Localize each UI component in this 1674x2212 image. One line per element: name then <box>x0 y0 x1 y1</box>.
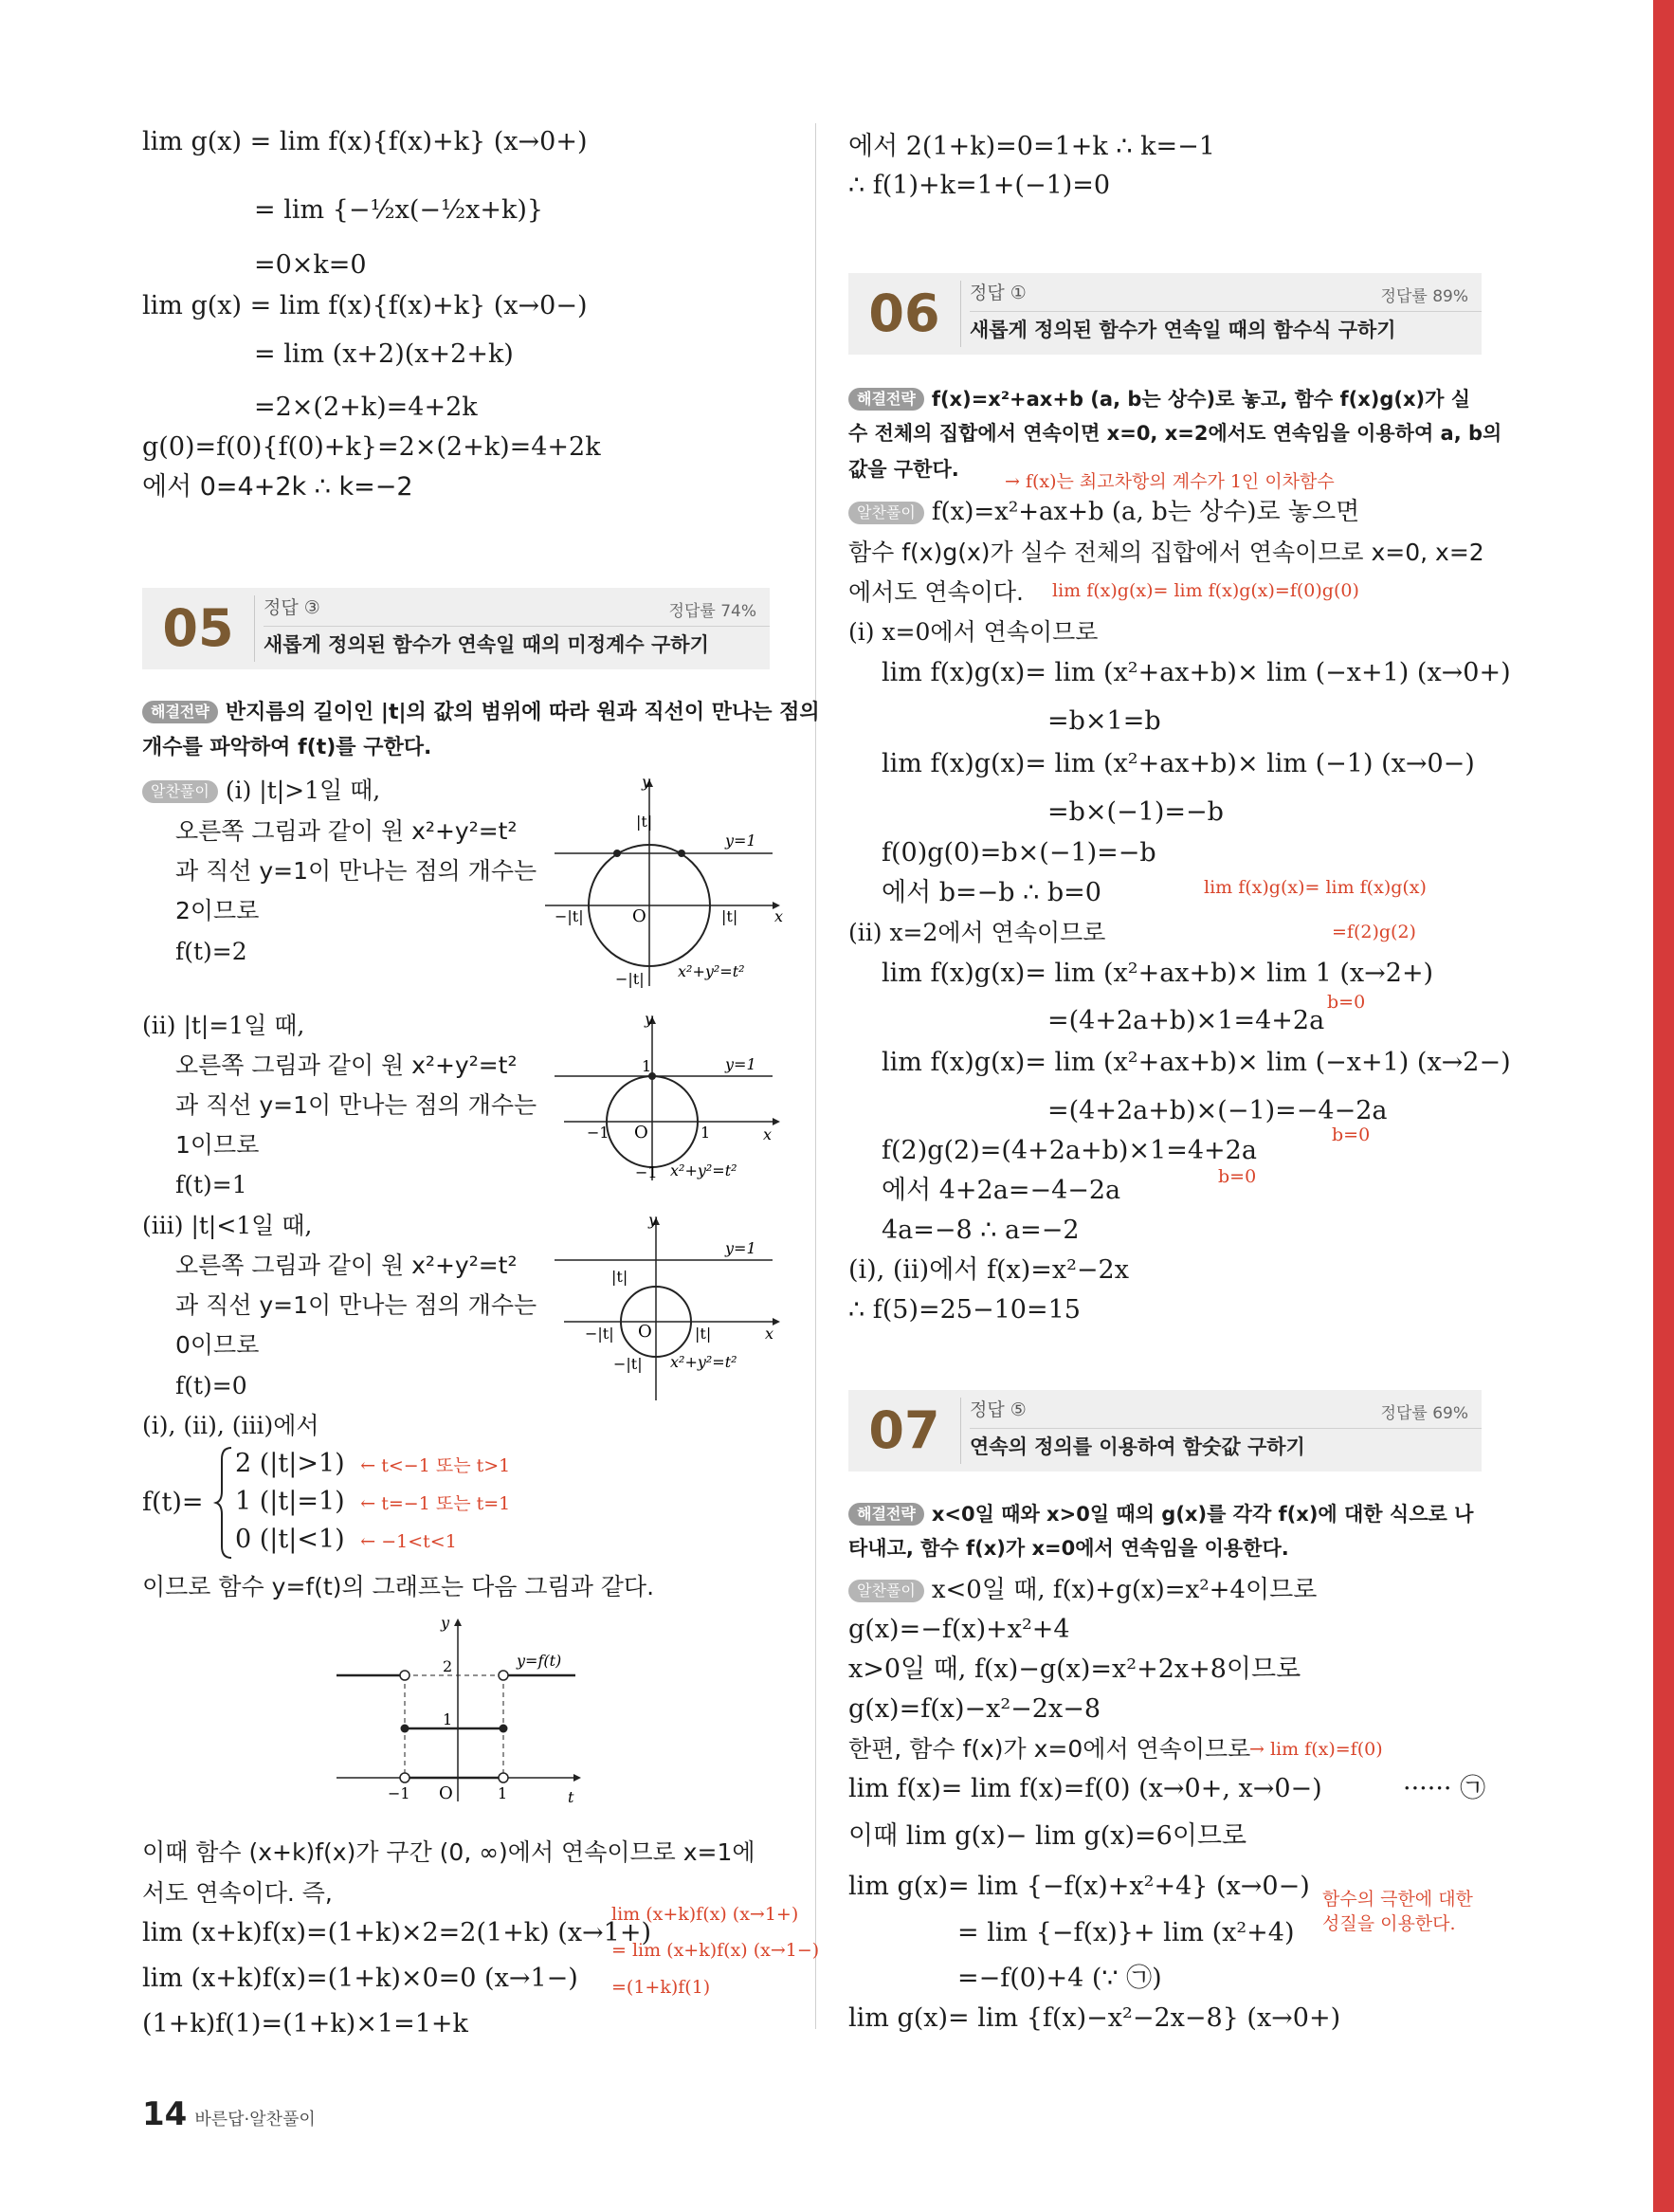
q05-separator <box>254 595 255 662</box>
q05-case3-l4: 0이므로 <box>175 1331 260 1359</box>
page-number: 14 <box>142 2095 188 2133</box>
q06-line-12: lim f(x)g(x)= lim (x²+ax+b)× lim 1 (x→2+) <box>882 959 1434 988</box>
q07-solution-badge: 알찬풀이 <box>848 1580 924 1602</box>
q05-piecewise-lhs: f(t)= <box>142 1488 204 1517</box>
footer-title: 바른답·알찬풀이 <box>194 2110 316 2130</box>
q06-strategy-line3: 값을 구한다. <box>848 458 959 481</box>
q06-note-b0-3: b=0 <box>1218 1166 1257 1187</box>
ft-open-right-top <box>499 1671 508 1680</box>
q05-cont-3: lim (x+k)f(x)=(1+k)×2=2(1+k) (x→1+) <box>142 1918 652 1947</box>
q05-case1-l4: 2이므로 <box>175 897 260 924</box>
q05-number: 05 <box>162 598 234 658</box>
q06-title: 새롭게 정의된 함수가 연속일 때의 함수식 구하기 <box>970 319 1396 341</box>
fig1-t-top: |t| <box>636 813 653 831</box>
q05-strategy-line2: 개수를 파악하여 f(t)를 구한다. <box>142 736 432 759</box>
q07-strategy-line2: 타내고, 함수 f(x)가 x=0에서 연속임을 이용한다. <box>848 1537 1289 1560</box>
q07-line-10: =−f(0)+4 (∵ ㉠) <box>957 1964 1162 1993</box>
left-eq-4: lim g(x) = lim f(x){f(x)+k} (x→0−) <box>142 291 588 320</box>
q07-line-4: g(x)=f(x)−x²−2x−8 <box>848 1694 1101 1724</box>
left-eq-3: =0×k=0 <box>254 250 367 280</box>
q06-line-8: =b×(−1)=−b <box>1047 797 1224 827</box>
left-eq-8: 에서 0=4+2k ∴ k=−2 <box>142 472 413 502</box>
ft-y-arrow <box>454 1618 462 1626</box>
q05-case3-l2: 오른쪽 그림과 같이 원 x²+y²=t² <box>175 1252 518 1279</box>
q05-case2-l3: 과 직선 y=1이 만나는 점의 개수는 <box>175 1091 537 1119</box>
q05-piece-1 <box>235 1448 510 1480</box>
q06-note-quadratic: → f(x)는 최고차항의 계수가 1인 이차함수 <box>1005 471 1335 492</box>
page-footer <box>142 2095 316 2133</box>
q05-case3-l3: 과 직선 y=1이 만나는 점의 개수는 <box>175 1291 537 1319</box>
q05-header <box>142 588 770 669</box>
q05-piece-3-note: ← −1<t<1 <box>360 1531 457 1552</box>
q06-rate: 정답률 89% <box>1380 287 1468 306</box>
fig3-line-label: y=1 <box>725 1239 756 1257</box>
q05-answer: 정답 ③ <box>264 597 320 618</box>
q05-case3-l5: f(t)=0 <box>175 1372 247 1399</box>
q06-line-11: (ii) x=2에서 연속이므로 <box>848 919 1106 946</box>
q06-line-14: lim f(x)g(x)= lim (x²+ax+b)× lim (−x+1) (x→2−) <box>882 1048 1511 1077</box>
q05-cont-5: (1+k)f(1)=(1+k)×1=1+k <box>142 2009 468 2038</box>
ft-t-label: t <box>568 1788 574 1806</box>
ft-tick-1: 1 <box>443 1710 453 1728</box>
q05-piece-2-note: ← t=−1 또는 t=1 <box>360 1493 511 1514</box>
fig2-line-label: y=1 <box>725 1055 756 1073</box>
q06-number: 06 <box>868 283 940 343</box>
q05-case2-l1: (ii) |t|=1일 때, <box>142 1012 305 1039</box>
q07-note-cont: → lim f(x)=f(0) <box>1249 1739 1383 1760</box>
fig1-y-label: y <box>642 773 651 791</box>
q05-figure-1 <box>545 773 784 991</box>
q05-piece-1-note: ← t<−1 또는 t>1 <box>360 1455 511 1476</box>
q07-line-1-text: x<0일 때, f(x)+g(x)=x²+4이므로 <box>931 1576 1318 1604</box>
q06-strategy-line2: 수 전체의 집합에서 연속이면 x=0, x=2에서도 연속임을 이용하여 a, b의 <box>848 422 1502 445</box>
q05-note-1: lim (x+k)f(x) (x→1+) <box>611 1904 799 1925</box>
fig1-point-left <box>613 850 621 857</box>
q06-line-16: f(2)g(2)=(4+2a+b)×1=4+2a <box>882 1136 1257 1165</box>
q05-title: 새롭게 정의된 함수가 연속일 때의 미정계수 구하기 <box>264 633 709 656</box>
q06-line-17: 에서 4+2a=−4−2a <box>882 1176 1121 1205</box>
q06-line-1 <box>848 496 1359 528</box>
fig2-circle-label: x²+y²=t² <box>670 1161 737 1179</box>
q05-case2-l2: 오른쪽 그림과 같이 원 x²+y²=t² <box>175 1051 518 1079</box>
q05-cont-1: 이때 함수 (x+k)f(x)가 구간 (0, ∞)에서 연속이므로 x=1에 <box>142 1838 755 1866</box>
q06-line-13: =(4+2a+b)×1=4+2a <box>1047 1006 1325 1035</box>
fig3-t-right: |t| <box>695 1325 712 1343</box>
ft-closed-left <box>401 1725 409 1733</box>
q07-separator <box>960 1398 961 1464</box>
q06-line-9: f(0)g(0)=b×(−1)=−b <box>882 838 1156 868</box>
fig2-neg-one-left: −1 <box>587 1124 610 1142</box>
page-edge-bar <box>1653 0 1674 2212</box>
q06-line-5: lim f(x)g(x)= lim (x²+ax+b)× lim (−x+1) (x→0+) <box>882 658 1511 687</box>
q07-note-limit-2: 성질을 이용한다. <box>1322 1913 1456 1934</box>
q07-header <box>848 1390 1482 1472</box>
q06-line-4: (i) x=0에서 연속이므로 <box>848 618 1099 646</box>
q05-piece-2 <box>235 1486 510 1518</box>
ft-closed-right <box>500 1725 508 1733</box>
q06-line-7: lim f(x)g(x)= lim (x²+ax+b)× lim (−1) (x→0−) <box>882 749 1475 778</box>
q05-note-2: = lim (x+k)f(x) (x→1−) <box>611 1940 820 1961</box>
q07-header-rule <box>970 1428 1482 1429</box>
q05-case3-l1: (iii) |t|<1일 때, <box>142 1212 313 1239</box>
q05-piece-3 <box>235 1524 457 1556</box>
fig1-t-left: −|t| <box>555 907 584 925</box>
right-top-1: 에서 2(1+k)=0=1+k ∴ k=−1 <box>848 132 1215 161</box>
q06-line-3: 에서도 연속이다. <box>848 578 1024 606</box>
q07-line-11: lim g(x)= lim {f(x)−x²−2x−8} (x→0+) <box>848 2003 1341 2033</box>
q06-note-eq2a: lim f(x)g(x)= lim f(x)g(x) <box>1204 877 1427 898</box>
q06-solution-badge: 알찬풀이 <box>848 502 924 524</box>
q05-header-rule <box>264 626 770 627</box>
ft-open-left-bottom <box>400 1773 409 1782</box>
ft-tick-x1: 1 <box>498 1784 508 1802</box>
q07-strategy-badge: 해결전략 <box>848 1503 924 1526</box>
fig3-circle-label: x²+y²=t² <box>670 1353 737 1371</box>
ft-y-label: y <box>441 1614 450 1632</box>
q07-marker: ······ ㉠ <box>1403 1774 1486 1803</box>
fig3-y-label: y <box>648 1211 658 1229</box>
ft-t-arrow <box>573 1774 581 1782</box>
q05-note-3: =(1+k)f(1) <box>611 1977 711 1998</box>
ft-open-right-bottom <box>499 1773 508 1782</box>
fig3-t-top: |t| <box>611 1268 628 1286</box>
fig2-y-label: y <box>645 1010 654 1028</box>
q06-header-rule <box>970 311 1482 312</box>
q05-strategy-line1 <box>142 697 820 729</box>
q05-piece-2-expr: 1 (|t|=1) <box>235 1487 345 1516</box>
q07-title: 연속의 정의를 이용하여 함숫값 구하기 <box>970 1435 1305 1458</box>
q06-strategy-line1 <box>848 383 1470 415</box>
left-eq-7: g(0)=f(0){f(0)+k}=2×(2+k)=4+2k <box>142 432 601 462</box>
q06-line-18: 4a=−8 ∴ a=−2 <box>882 1216 1080 1245</box>
q05-case1-l5: f(t)=2 <box>175 938 247 965</box>
q06-header <box>848 273 1482 355</box>
fig2-one-right: 1 <box>701 1124 711 1142</box>
ft-open-left-top <box>400 1671 409 1680</box>
fig3-x-arrow <box>773 1318 780 1325</box>
fig1-t-right: |t| <box>721 907 738 925</box>
q05-strategy-badge: 해결전략 <box>142 701 218 723</box>
q05-case1-l2: 오른쪽 그림과 같이 원 x²+y²=t² <box>175 817 518 845</box>
q05-figure-3 <box>545 1211 782 1405</box>
q07-line-3: x>0일 때, f(x)−g(x)=x²+2x+8이므로 <box>848 1654 1301 1684</box>
q05-case1-l3: 과 직선 y=1이 만나는 점의 개수는 <box>175 857 537 885</box>
q07-line-5: 한편, 함수 f(x)가 x=0에서 연속이므로 <box>848 1735 1251 1763</box>
q06-line-6: =b×1=b <box>1047 706 1161 736</box>
fig3-t-bottom: −|t| <box>613 1355 643 1373</box>
q05-rate: 정답률 74% <box>668 602 756 621</box>
q05-case1-head <box>142 775 380 807</box>
q05-case2-l4: 1이므로 <box>175 1131 260 1159</box>
q05-figure-2 <box>545 1010 782 1185</box>
q07-line-2: g(x)=−f(x)+x²+4 <box>848 1615 1070 1644</box>
q05-strategy-text1: 반지름의 길이인 |t|의 값의 범위에 따라 원과 직선이 만나는 점의 <box>225 701 820 724</box>
q07-line-6: lim f(x)= lim f(x)=f(0) (x→0+, x→0−) <box>848 1774 1322 1803</box>
fig1-circle-label: x²+y²=t² <box>678 962 745 980</box>
q06-note-eq0: lim f(x)g(x)= lim f(x)g(x)=f(0)g(0) <box>1052 580 1359 601</box>
ft-graph-label: y=f(t) <box>517 1652 562 1670</box>
fig3-t-left: −|t| <box>585 1325 614 1343</box>
q05-from: (i), (ii), (iii)에서 <box>142 1412 319 1439</box>
fig1-x-label: x <box>774 907 784 925</box>
q06-line-1-text: f(x)=x²+ax+b (a, b는 상수)로 놓으면 <box>931 498 1360 526</box>
right-top-2: ∴ f(1)+k=1+(−1)=0 <box>848 171 1111 200</box>
fig1-t-bottom: −|t| <box>615 970 645 988</box>
q06-line-2: 함수 f(x)g(x)가 실수 전체의 집합에서 연속이므로 x=0, x=2 <box>848 539 1484 566</box>
fig2-x-label: x <box>763 1125 773 1143</box>
q07-number: 07 <box>868 1400 940 1460</box>
q06-line-10: 에서 b=−b ∴ b=0 <box>882 878 1101 907</box>
ft-tick-xneg1: −1 <box>388 1784 410 1802</box>
q05-solution-badge: 알찬풀이 <box>142 780 218 803</box>
q07-line-1 <box>848 1574 1317 1606</box>
q07-strategy-text1: x<0일 때와 x>0일 때의 g(x)를 각각 f(x)에 대한 식으로 나 <box>931 1503 1474 1526</box>
fig2-origin: O <box>634 1123 648 1143</box>
q05-cont-2: 서도 연속이다. 즉, <box>142 1879 333 1907</box>
ft-tick-2: 2 <box>443 1657 453 1675</box>
ft-origin: O <box>439 1783 453 1803</box>
q06-answer: 정답 ① <box>970 283 1027 303</box>
q06-separator <box>960 281 961 347</box>
fig2-neg-one-bottom: −1 <box>635 1163 658 1181</box>
left-eq-6: =2×(2+k)=4+2k <box>254 393 478 422</box>
left-eq-2: = lim {−½x(−½x+k)} <box>254 195 544 225</box>
fig2-x-arrow <box>773 1118 780 1125</box>
q05-case1-title: (i) |t|>1일 때, <box>225 777 381 804</box>
fig1-line-label: y=1 <box>725 832 756 850</box>
q06-line-15: =(4+2a+b)×(−1)=−4−2a <box>1047 1096 1388 1125</box>
q06-line-19: (i), (ii)에서 f(x)=x²−2x <box>848 1255 1129 1285</box>
fig3-x-label: x <box>765 1325 774 1343</box>
q06-note-eq2b: =f(2)g(2) <box>1332 922 1416 942</box>
q06-note-b0-2: b=0 <box>1332 1124 1371 1145</box>
fig1-origin: O <box>632 906 646 926</box>
q05-graph-intro: 이므로 함수 y=f(t)의 그래프는 다음 그림과 같다. <box>142 1573 655 1600</box>
q07-answer: 정답 ⑤ <box>970 1399 1027 1420</box>
q06-strategy-badge: 해결전략 <box>848 388 924 411</box>
q07-line-9: = lim {−f(x)}+ lim (x²+4) <box>957 1918 1295 1947</box>
q05-piece-3-expr: 0 (|t|<1) <box>235 1525 345 1554</box>
fig1-point-right <box>678 850 685 857</box>
q05-piecewise-brace <box>216 1446 235 1560</box>
q06-note-b0-1: b=0 <box>1327 992 1366 1013</box>
q05-case2-l5: f(t)=1 <box>175 1171 247 1198</box>
column-divider <box>815 123 816 2029</box>
q07-line-7: 이때 lim g(x)− lim g(x)=6이므로 <box>848 1821 1247 1851</box>
q05-cont-4: lim (x+k)f(x)=(1+k)×0=0 (x→1−) <box>142 1964 578 1993</box>
q05-ft-graph <box>337 1614 592 1806</box>
q07-note-limit-1: 함수의 극한에 대한 <box>1322 1889 1473 1910</box>
q07-rate: 정답률 69% <box>1380 1404 1468 1423</box>
fig3-origin: O <box>638 1322 652 1342</box>
q06-strategy-text1: f(x)=x²+ax+b (a, b는 상수)로 놓고, 함수 f(x)g(x)가 실 <box>931 388 1471 411</box>
q07-strategy-line1 <box>848 1498 1473 1530</box>
q07-line-8: lim g(x)= lim {−f(x)+x²+4} (x→0−) <box>848 1872 1310 1901</box>
fig2-one-top: 1 <box>642 1057 652 1075</box>
left-eq-5: = lim (x+2)(x+2+k) <box>254 339 514 369</box>
left-eq-1: lim g(x) = lim f(x){f(x)+k} (x→0+) <box>142 127 588 156</box>
q06-line-20: ∴ f(5)=25−10=15 <box>848 1295 1081 1325</box>
q05-piece-1-expr: 2 (|t|>1) <box>235 1449 345 1478</box>
